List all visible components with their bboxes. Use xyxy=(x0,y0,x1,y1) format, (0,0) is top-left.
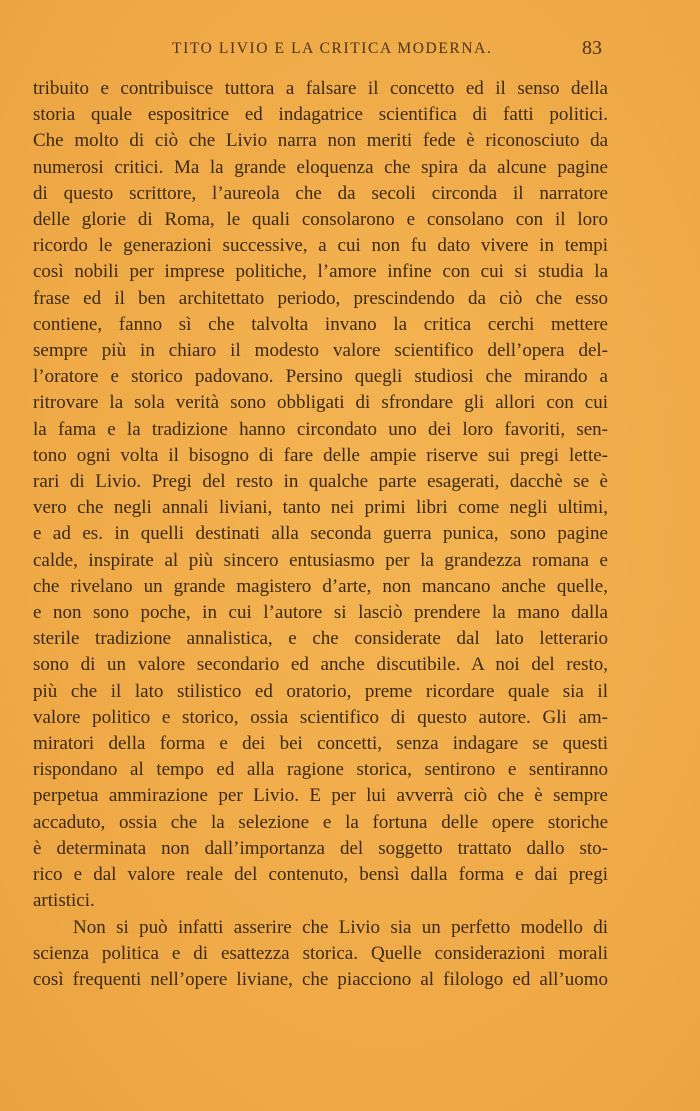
text-line: così nobili per imprese politiche, l’amore infine con cui si studia la xyxy=(33,261,608,283)
text-line: Che molto di ciò che Livio narra non meriti fede è riconosciuto da xyxy=(33,130,608,152)
text-line: rispondano al tempo ed alla ragione storica, sentirono e sentiranno xyxy=(33,759,608,781)
running-head xyxy=(0,37,700,64)
text-line: artistici. xyxy=(33,890,95,912)
text-line: rico e dal valore reale del contenuto, bensì dalla forma e dai pregi xyxy=(33,864,608,886)
text-line: sono di un valore secondario ed anche discutibile. A noi del resto, xyxy=(33,654,608,676)
body-text xyxy=(33,76,608,993)
text-line: scienza politica e di esattezza storica. Quelle considerazioni morali xyxy=(33,942,608,964)
text-line: vero che negli annali liviani, tanto nei primi libri come negli ultimi, xyxy=(33,497,608,519)
text-line: l’oratore e storico padovano. Persino quegli studiosi che mirando a xyxy=(33,366,608,388)
text-line: tribuito e contribuisce tuttora a falsare il concetto ed il senso della xyxy=(33,78,608,99)
text-line: e non sono poche, in cui l’autore si lasciò prendere la mano dalla xyxy=(33,602,608,624)
text-line: numerosi critici. Ma la grande eloquenza che spira da alcune pagine xyxy=(33,156,608,178)
text-line: storia quale espositrice ed indagatrice scientifica di fatti politici. xyxy=(33,104,608,126)
text-line: di questo scrittore, l’aureola che da secoli circonda il narratore xyxy=(33,182,608,204)
text-line: perpetua ammirazione per Livio. E per lui avverrà ciò che è sempre xyxy=(33,785,608,807)
text-line: miratori della forma e dei bei concetti, senza indagare se questi xyxy=(33,733,608,755)
text-line: sempre più in chiaro il modesto valore scientifico dell’opera del- xyxy=(33,340,608,362)
text-line: e ad es. in quelli destinati alla seconda guerra punica, sono pagine xyxy=(33,523,608,545)
running-title: TITO LIVIO E LA CRITICA MODERNA. xyxy=(172,40,493,57)
text-line: ricordo le generazioni successive, a cui non fu dato vivere in tempi xyxy=(33,235,608,257)
page-number: 83 xyxy=(582,37,602,59)
text-line: valore politico e storico, ossia scientifico di questo autore. Gli am- xyxy=(33,706,608,728)
text-line: calde, inspirate al più sincero entusiasmo per la grandezza romana e xyxy=(33,549,608,571)
text-line: che rivelano un grande magistero d’arte, non mancano anche quelle, xyxy=(33,575,608,597)
text-line: così frequenti nell’opere liviane, che piacciono al filologo ed all’uomo xyxy=(33,968,608,990)
text-line: accaduto, ossia che la selezione e la fortuna delle opere storiche xyxy=(33,811,608,833)
text-line: delle glorie di Roma, le quali consolarono e consolano con il loro xyxy=(33,209,608,231)
text-line: è determinata non dall’importanza del soggetto trattato dallo sto- xyxy=(33,837,608,859)
text-line: rari di Livio. Pregi del resto in qualche parte esagerati, dacchè se è xyxy=(33,471,608,493)
text-line: la fama e la tradizione hanno circondato uno dei loro favoriti, sen- xyxy=(33,418,608,440)
text-line: più che il lato stilistico ed oratorio, preme ricordare quale sia il xyxy=(33,680,608,702)
paragraph-first-line: Non si può infatti asserire che Livio sia un perfetto modello di xyxy=(73,916,608,938)
text-line: tono ogni volta il bisogno di fare delle ampie riserve sui pregi lette- xyxy=(33,444,608,466)
text-line: contiene, fanno sì che talvolta invano la critica cerchi mettere xyxy=(33,313,608,335)
text-line: ritrovare la sola verità sono obbligati di sfrondare gli allori con cui xyxy=(33,392,608,414)
text-line: sterile tradizione annalistica, e che considerate dal lato letterario xyxy=(33,628,608,650)
text-line: frase ed il ben architettato periodo, prescindendo da ciò che esso xyxy=(33,287,608,309)
